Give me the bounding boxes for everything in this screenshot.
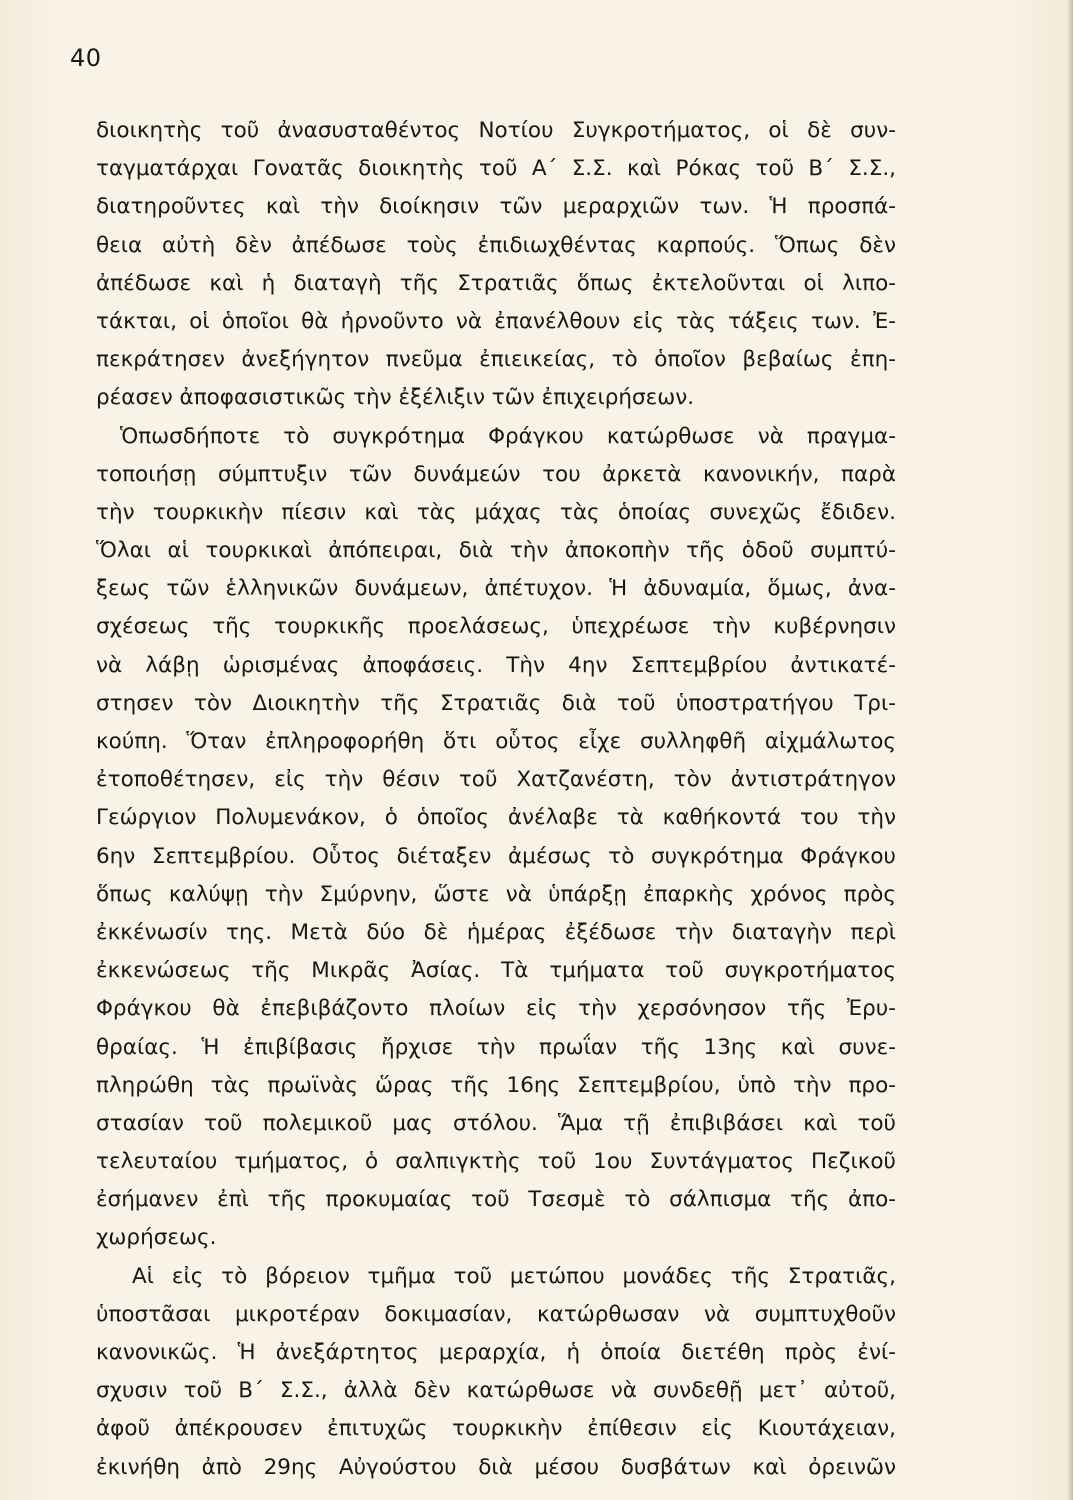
text-line: 6ην Σεπτεμβρίου. Οὗτος διέταξεν ἀμέσως τὸ συγκρότημα Φράγκου bbox=[96, 843, 896, 869]
text-line: στησεν τὸν Διοικητὴν τῆς Στρατιᾶς διὰ τοῦ ὑποστρατήγου Τρι- bbox=[96, 690, 896, 716]
text-line: ἐσήμανεν ἐπὶ τῆς προκυμαίας τοῦ Τσεσμὲ τὸ σάλπισμα τῆς ἀπο- bbox=[96, 1187, 896, 1213]
text-line: ἐκκενώσεως τῆς Μικρᾶς Ἀσίας. Τὰ τμήματα τοῦ συγκροτήματος bbox=[96, 958, 896, 984]
text-line: κούπη. Ὅταν ἐπληροφορήθη ὅτι οὗτος εἶχε συλληφθῆ αἰχμάλωτος bbox=[96, 729, 896, 754]
text-line: διοικητὴς τοῦ ἀνασυσταθέντος Νοτίου Συγκροτήματος, οἱ δὲ συν- bbox=[96, 118, 896, 143]
text-line: σχυσιν τοῦ Β΄ Σ.Σ., ἀλλὰ δὲν κατώρθωσε νὰ συνδεθῇ μετ᾽ αὐτοῦ, bbox=[96, 1378, 896, 1404]
page-number: 40 bbox=[70, 44, 102, 72]
text-line: ὑποστᾶσαι μικροτέραν δοκιμασίαν, κατώρθωσαν νὰ συμπτυχθοῦν bbox=[96, 1301, 896, 1327]
text-line: τελευταίου τμήματος, ὁ σαλπιγκτὴς τοῦ 1ου Συντάγματος Πεζικοῦ bbox=[96, 1149, 896, 1175]
text-line: θραίας. Ἡ ἐπιβίβασις ἤρχισε τὴν πρωΐαν τῆς 13ης καὶ συνε- bbox=[96, 1034, 896, 1060]
text-line: ἐτοποθέτησεν, εἰς τὴν θέσιν τοῦ Χατζανέστη, τὸν ἀντιστράτηγον bbox=[96, 767, 896, 793]
text-line: πεκράτησεν ἀνεξήγητον πνεῦμα ἐπιεικείας, τὸ ὁποῖον βεβαίως ἐπη- bbox=[96, 347, 896, 373]
text-line: τὴν τουρκικὴν πίεσιν καὶ τὰς μάχας τὰς ὁποίας συνεχῶς ἔδιδεν. bbox=[96, 499, 896, 525]
text-line: Ὁπωσδήποτε τὸ συγκρότημα Φράγκου κατώρθωσε νὰ πραγμα- bbox=[120, 423, 896, 449]
text-line: Φράγκου θὰ ἐπεβιβάζοντο πλοίων εἰς τὴν χερσόνησον τῆς Ἐρυ- bbox=[96, 996, 896, 1022]
text-line: ξεως τῶν ἑλληνικῶν δυνάμεων, ἀπέτυχον. Ἡ ἀδυναμία, ὅμως, ἀνα- bbox=[96, 576, 896, 602]
text-line: τοποιήσῃ σύμπτυξιν τῶν δυνάμεών του ἀρκετὰ κανονικήν, παρὰ bbox=[96, 461, 896, 487]
text-line: Γεώργιον Πολυμενάκον, ὁ ὁποῖος ἀνέλαβε τὰ καθήκοντά του τὴν bbox=[96, 805, 896, 831]
text-line: ρέασεν ἀποφασιστικῶς τὴν ἐξέλιξιν τῶν ἐπιχειρήσεων. bbox=[96, 385, 695, 411]
text-line: Ὅλαι αἱ τουρκικαὶ ἀπόπειραι, διὰ τὴν ἀποκοπὴν τῆς ὁδοῦ συμπτύ- bbox=[96, 538, 896, 564]
text-line: ἐκκένωσίν της. Μετὰ δύο δὲ ἡμέρας ἐξέδωσε τὴν διαταγὴν περὶ bbox=[96, 919, 896, 945]
text-line: σχέσεως τῆς τουρκικῆς προελάσεως, ὑπεχρέωσε τὴν κυβέρνησιν bbox=[96, 614, 896, 640]
text-line: κανονικῶς. Ἡ ἀνεξάρτητος μεραρχία, ἡ ὁποία διετέθη πρὸς ἐνί- bbox=[96, 1340, 896, 1365]
text-line: στασίαν τοῦ πολεμικοῦ μας στόλου. Ἅμα τῇ ἐπιβιβάσει καὶ τοῦ bbox=[96, 1110, 896, 1136]
text-line: χωρήσεως. bbox=[96, 1225, 217, 1251]
page-edge-shadow bbox=[1067, 0, 1073, 1500]
text-line: ἀφοῦ ἀπέκρουσεν ἐπιτυχῶς τουρκικὴν ἐπίθεσιν εἰς Κιουτάχειαν, bbox=[96, 1416, 896, 1442]
text-line: νὰ λάβῃ ὡρισμένας ἀποφάσεις. Τὴν 4ην Σεπτεμβρίου ἀντικατέ- bbox=[96, 652, 896, 678]
text-line: πληρώθη τὰς πρωϊνὰς ὥρας τῆς 16ης Σεπτεμβρίου, ὑπὸ τὴν προ- bbox=[96, 1072, 896, 1098]
text-line: ταγματάρχαι Γονατᾶς διοικητὴς τοῦ Α΄ Σ.Σ. καὶ Ρόκας τοῦ Β΄ Σ.Σ., bbox=[96, 156, 896, 182]
text-line: Αἱ εἰς τὸ βόρειον τμῆμα τοῦ μετώπου μονάδες τῆς Στρατιᾶς, bbox=[132, 1263, 896, 1289]
body-text bbox=[96, 112, 896, 1487]
text-line: ἐκινήθη ἀπὸ 29ης Αὐγούστου διὰ μέσου δυσβάτων καὶ ὀρεινῶν bbox=[96, 1454, 896, 1480]
text-line: διατηροῦντες καὶ τὴν διοίκησιν τῶν μεραρχιῶν των. Ἡ προσπά- bbox=[96, 194, 896, 220]
text-line: θεια αὐτὴ δὲν ἀπέδωσε τοὺς ἐπιδιωχθέντας καρπούς. Ὅπως δὲν bbox=[96, 232, 896, 258]
text-line: ἀπέδωσε καὶ ἡ διαταγὴ τῆς Στρατιᾶς ὅπως ἐκτελοῦνται οἱ λιπο- bbox=[96, 270, 896, 296]
text-line: τάκται, οἱ ὁποῖοι θὰ ἠρνοῦντο νὰ ἐπανέλθουν εἰς τὰς τάξεις των. Ἐ- bbox=[96, 308, 896, 334]
text-line: ὅπως καλύψῃ τὴν Σμύρνην, ὥστε νὰ ὑπάρξῃ ἐπαρκὴς χρόνος πρὸς bbox=[96, 881, 896, 907]
